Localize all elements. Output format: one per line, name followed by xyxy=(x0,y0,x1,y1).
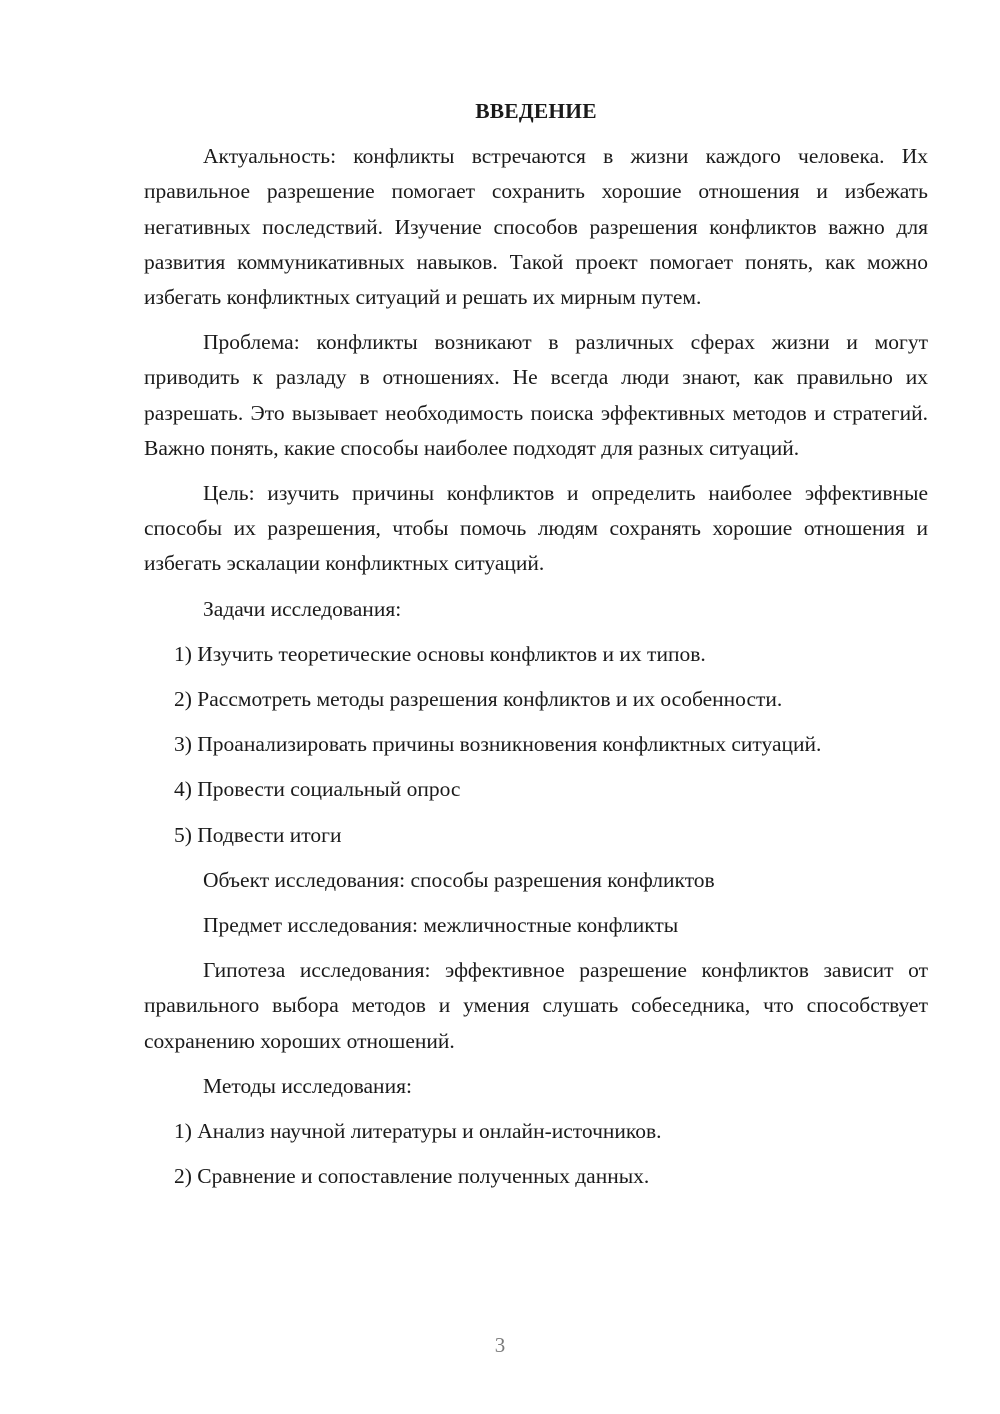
problem-paragraph: Проблема: конфликты возникают в различных сферах жизни и могут приводить к разладу в отношениях. Не всегда люди знают, как правильно их разрешать. Это вызывает необходимость поиска эффективных методов и стратегий. Важно понять, какие способы наиболее подходят для разных ситуаций. xyxy=(144,330,928,460)
task-item: 1) Изучить теоретические основы конфликтов и их типов. xyxy=(174,641,706,666)
tasks-heading: Задачи исследования: xyxy=(203,596,402,621)
task-item: 3) Проанализировать причины возникновения конфликтных ситуаций. xyxy=(174,732,822,757)
methods-heading: Методы исследования: xyxy=(203,1073,412,1098)
task-item: 2) Рассмотреть методы разрешения конфликтов и их особенности. xyxy=(174,687,783,712)
document-page xyxy=(144,94,928,1204)
section-title: ВВЕДЕНИЕ xyxy=(475,99,597,123)
relevance-paragraph: Актуальность: конфликты встречаются в жизни каждого человека. Их правильное разрешение помогает сохранить хорошие отношения и избежать негативных последствий. Изучение способов разрешения конфликтов важно для развития коммуникативных навыков. Такой проект помогает понять, как можно избегать конфликтных ситуаций и решать их мирным путем. xyxy=(144,144,928,310)
task-item: 5) Подвести итоги xyxy=(174,822,342,847)
task-item: 4) Провести социальный опрос xyxy=(174,777,461,802)
subject-paragraph: Предмет исследования: межличностные конфликты xyxy=(203,913,679,938)
object-paragraph: Объект исследования: способы разрешения конфликтов xyxy=(203,867,715,892)
hypothesis-paragraph: Гипотеза исследования: эффективное разрешение конфликтов зависит от правильного выбора методов и умения слушать собеседника, что способствует сохранению хороших отношений. xyxy=(144,958,928,1053)
goal-paragraph: Цель: изучить причины конфликтов и определить наиболее эффективные способы их разрешения, чтобы помочь людям сохранять хорошие отношения и избегать эскалации конфликтных ситуаций. xyxy=(144,481,928,576)
page-number: 3 xyxy=(494,1333,506,1357)
method-item: 2) Сравнение и сопоставление полученных данных. xyxy=(174,1164,650,1189)
method-item: 1) Анализ научной литературы и онлайн-источников. xyxy=(174,1119,662,1144)
